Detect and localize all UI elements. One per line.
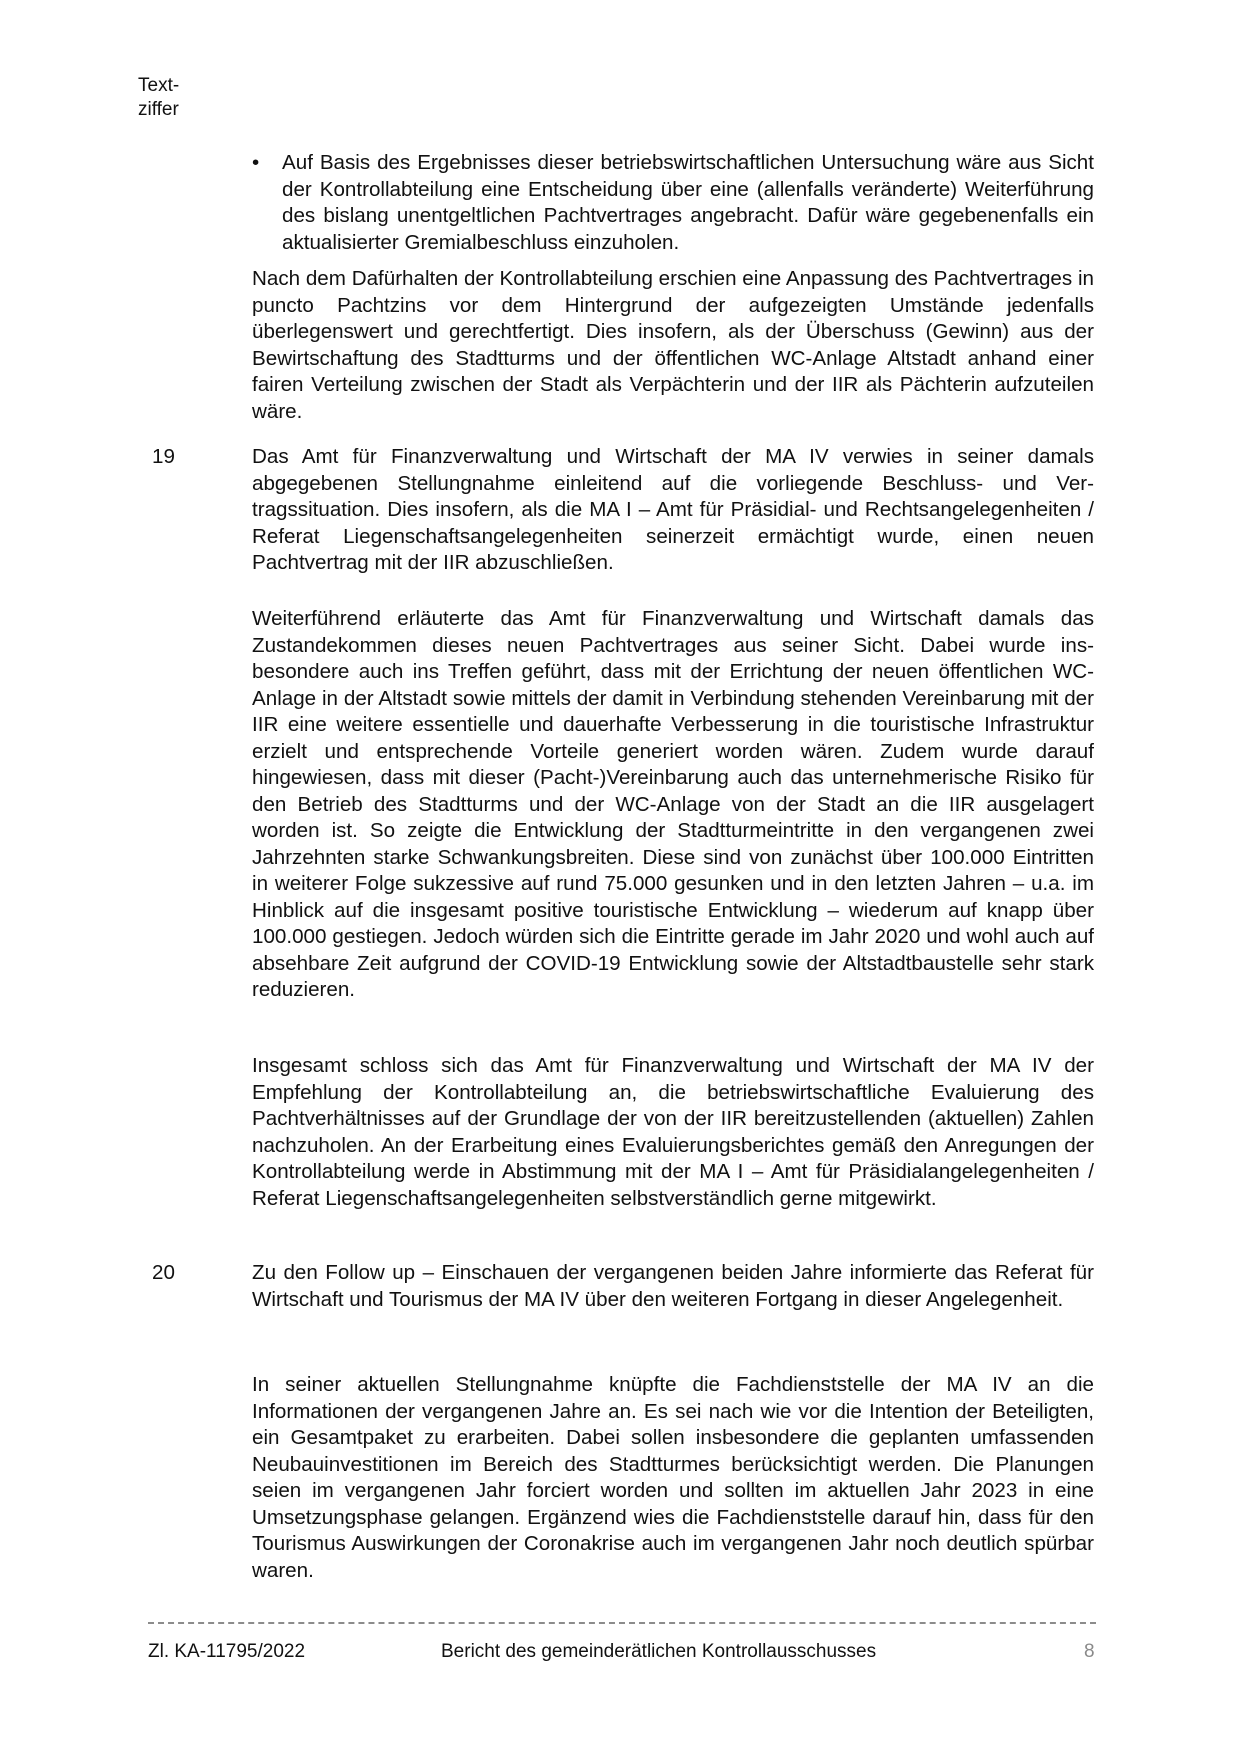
margin-label-line1: Text- bbox=[138, 75, 180, 96]
footer-title: Bericht des gemeinderätlichen Kontrollausschusses bbox=[441, 1641, 877, 1662]
paragraph-19-1: Das Amt für Finanzverwaltung und Wirtschaft der MA IV verwies in seiner damals abgegebenen Stellungnahme einleitend auf die vorliegende Beschluss- und Vertragssituation. Dies insofern, als die MA I – Amt für Präsidial- und Rechtsangelegenheiten / Referat Liegenschaftsangelegenheiten seinerzeit ermächtigt wurde, einen neuen Pachtvertrag mit der IIR abzuschließen. bbox=[252, 445, 1094, 574]
section-number-20: 20 bbox=[152, 1261, 175, 1284]
section-number-19: 19 bbox=[152, 445, 175, 468]
paragraph-19-3: Insgesamt schloss sich das Amt für Finanzverwaltung und Wirtschaft der MA IV der Empfehlung der Kontrollabteilung an, die betriebswirtschaftliche Evaluierung des Pachtverhältnisses auf der Grundlage der von der IIR bereitzustellenden (aktuellen) Zahlen nachzuholen. An der Erarbeitung eines Evaluierungsberichtes gemäß den Anregungen der Kontrollabteilung werde in Abstimmung mit der MA I – Amt für Präsidialangelegenheiten / Referat Liegenschaftsangelegenheiten selbstverständlich gerne mitgewirkt. bbox=[252, 1054, 1094, 1210]
paragraph-19-2: Weiterführend erläuterte das Amt für Finanzverwaltung und Wirtschaft damals das Zustandekommen dieses neuen Pachtvertrages aus seiner Sicht. Dabei wurde insbesondere auch ins Treffen geführt, dass mit der Errichtung der neuen öffentlichen WC-Anlage in der Altstadt sowie mittels der damit in Verbindung stehenden Vereinbarung mit der IIR eine weitere essentielle und dauerhafte Verbesserung in die touristische Infrastruktur erzielt und entsprechende Vorteile generiert worden wären. Zudem wurde darauf hingewiesen, dass mit dieser (Pacht-)Vereinbarung auch das unternehmerische Risiko für den Betrieb des Stadtturms und der WC-Anlage von der Stadt an die IIR ausgelagert worden ist. So zeigte die Entwicklung der Stadtturmeintritte in den vergangenen zwei Jahrzehnten starke Schwankungsbreiten. Diese sind von zunächst über 100.000 Eintritten in weiterer Folge sukzessive auf rund 75.000 gesunken und in den letzten Jahren – u.a. im Hinblick auf die insgesamt positive touristische Entwicklung – wiederum auf knapp über 100.000 gestiegen. Jedoch würden sich die Eintritte gerade im Jahr 2020 und wohl auch auf absehbare Zeit aufgrund der COVID-19 Entwicklung sowie der Altstadtbaustelle sehr stark reduzieren. bbox=[252, 607, 1094, 1001]
bullet-icon: • bbox=[252, 151, 260, 174]
footer-reference: Zl. KA-11795/2022 bbox=[148, 1641, 306, 1662]
paragraph-bullet-continuation: Nach dem Dafürhalten der Kontrollabteilung erschien eine Anpassung des Pachtvertrages in puncto Pachtzins vor dem Hintergrund der aufgezeigten Umstände jedenfalls überlegenswert und gerechtfertigt. Dies insofern, als der Überschuss (Gewinn) aus der Bewirtschaftung des Stadtturms und der öffentlichen WC-Anlage Altstadt anhand einer fairen Verteilung zwischen der Stadt als Verpächterin und der IIR als Pächterin aufzuteilen wäre. bbox=[252, 267, 1094, 423]
margin-label-textziffer bbox=[138, 74, 179, 122]
page-number: 8 bbox=[1084, 1641, 1095, 1662]
bullet-text: Auf Basis des Ergebnisses dieser betriebswirtschaftlichen Untersuchung wäre aus Sicht der Kontrollabteilung eine Entscheidung über eine (allenfalls veränderte) Weiterführung des bislang unentgeltlichen Pachtvertrages angebracht. Dafür wäre gegebenenfalls ein aktualisierter Gremialbeschluss einzuholen. bbox=[282, 151, 1094, 254]
margin-label-line2: ziffer bbox=[138, 99, 179, 120]
paragraph-20-2: In seiner aktuellen Stellungnahme knüpfte die Fachdienststelle der MA IV an die Informationen der vergangenen Jahre an. Es sei nach wie vor die Intention der Beteiligten, ein Gesamtpaket zu erarbeiten. Dabei sollen insbesondere die geplanten umfassenden Neubauinvestitionen im Bereich des Stadtturmes berücksichtigt werden. Die Planungen seien im vergangenen Jahr forciert worden und sollten im aktuellen Jahr 2023 in eine Umsetzungsphase gelangen. Ergänzend wies die Fachdienststelle darauf hin, dass für den Tourismus Auswirkungen der Coronakrise auch im vergangenen Jahr noch deutlich spürbar waren. bbox=[252, 1373, 1094, 1582]
paragraph-20-1: Zu den Follow up – Einschauen der vergangenen beiden Jahre informierte das Referat für Wirtschaft und Tourismus der MA IV über den weiteren Fortgang in dieser Angelegenheit. bbox=[252, 1261, 1094, 1311]
footer-divider bbox=[148, 1622, 1096, 1624]
